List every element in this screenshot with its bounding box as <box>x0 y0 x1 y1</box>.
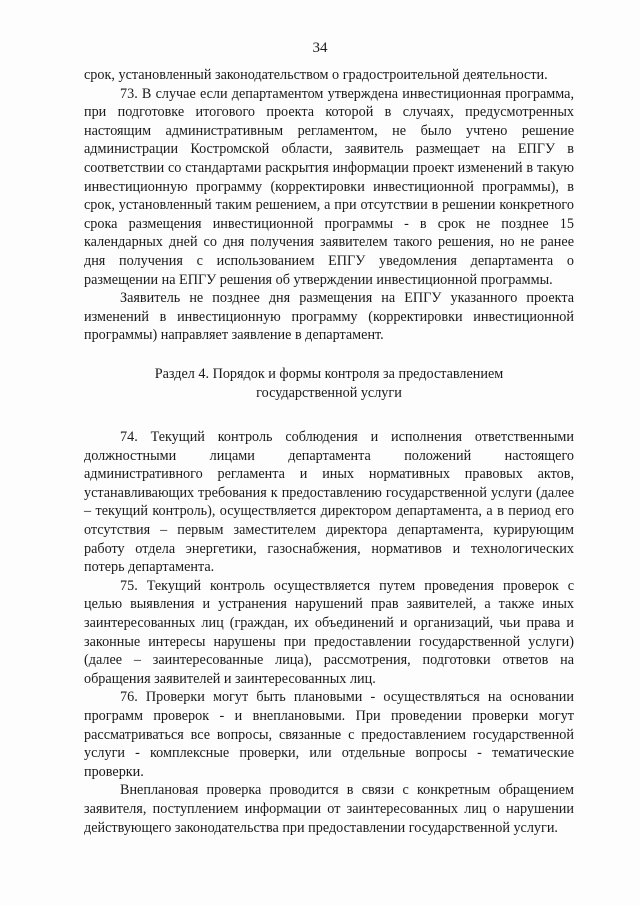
document-body <box>84 66 574 837</box>
paragraph-76: 76. Проверки могут быть плановыми - осуществляться на основании программ проверок - и внеплановыми. При проведении проверки могут рассматриваться все вопросы, связанные с предоставлением государственной услуги - комплексные проверки, или отдельные вопросы - тематические проверки. <box>84 689 574 780</box>
page-number: 34 <box>312 40 328 56</box>
paragraph-73: 73. В случае если департаментом утверждена инвестиционная программа, при подготовке итогового проекта которой в случаях, предусмотренных настоящим административным регламентом, не было учтено решение администрации Костромской области, заявитель размещает на ЕПГУ в соответствии со стандартами раскрытия информации проект изменений в такую инвестиционную программу (корректировки инвестиционной программы), в срок, установленный таким решением, а при отсутствии в решении конкретного срока размещения инвестиционной программы - в срок не позднее 15 календарных дней со дня получения заявителем такого решения, но не ранее дня получения с использованием ЕПГУ уведомления департамента о размещении на ЕПГУ решения об утверждении инвестиционной программы. <box>84 85 574 288</box>
paragraph-73-applicant: Заявитель не позднее дня размещения на ЕПГУ указанного проекта изменений в инвестиционную программу (корректировки инвестиционной программы) направляет заявление в департамент. <box>84 290 574 344</box>
paragraph-76-unscheduled: Внеплановая проверка проводится в связи с конкретным обращением заявителя, поступлением информации от заинтересованных лиц о нарушении действующего законодательства при предоставлении государственной услуги. <box>84 782 574 836</box>
section-title <box>84 365 574 402</box>
paragraph-74: 74. Текущий контроль соблюдения и исполнения ответственными должностными лицами департамента положений настоящего административного регламента и иных нормативных правовых актов, устанавливающих требования к предоставлению государственной услуги (далее – текущий контроль), осуществляется директором департамента, а в период его отсутствия – первым заместителем директора департамента, курирующим работу отдела энергетики, газоснабжения, нормативов и технологических потерь департамента. <box>84 429 574 576</box>
paragraph-continuation: срок, установленный законодательством о градостроительной деятельности. <box>84 67 548 83</box>
section-title-line-2: государственной услуги <box>256 384 402 401</box>
section-title-line-1: Раздел 4. Порядок и формы контроля за предоставлением <box>154 365 504 382</box>
paragraph-75: 75. Текущий контроль осуществляется путем проведения проверок с целью выявления и устранения нарушений прав заявителей, а также иных заинтересованных лиц (граждан, их объединений и организаций, чьи права и законные интересы нарушены при предоставлении государственной услуги) (далее – заинтересованные лица), рассмотрения, подготовки ответов на обращения заявителей и заинтересованных лиц. <box>84 577 574 687</box>
